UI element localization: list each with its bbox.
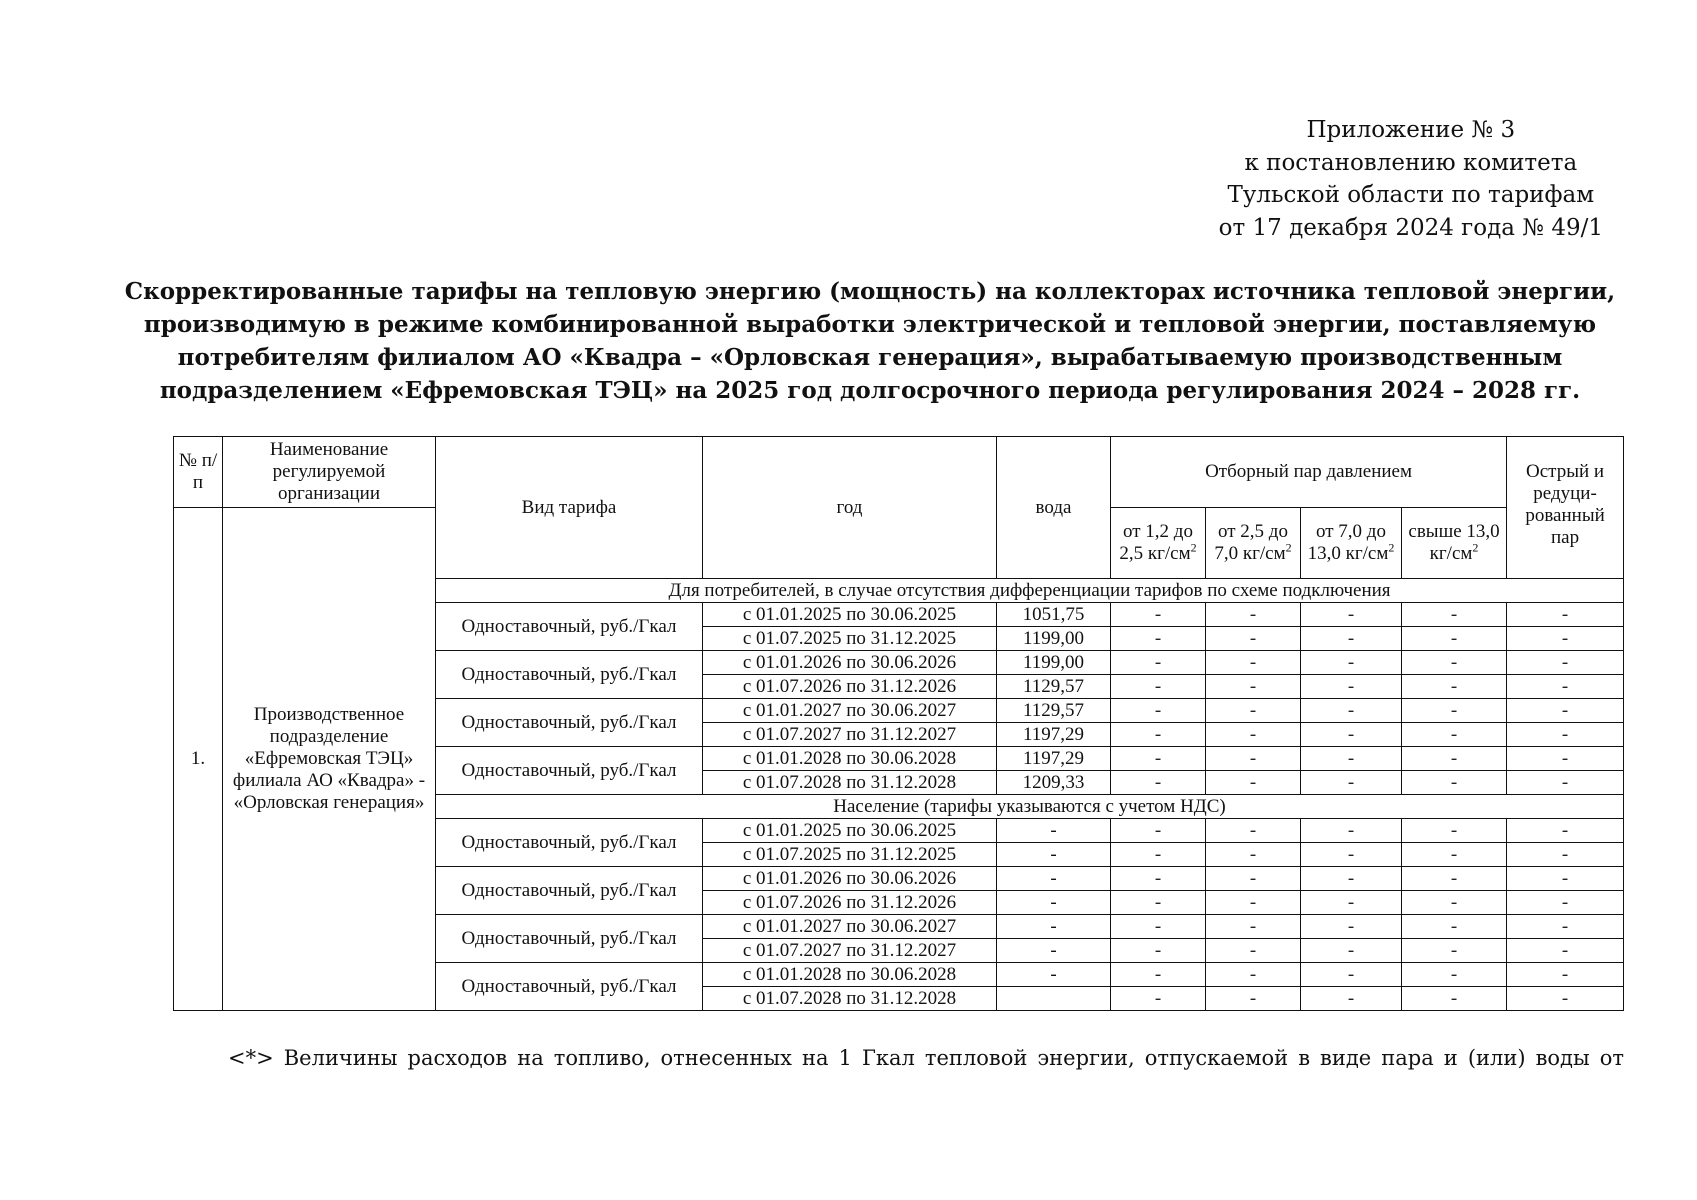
pressure-4-label: свыше 13,0 кг/см — [1408, 521, 1500, 564]
pressure-1-value-cell: - — [1111, 963, 1206, 987]
header-water: вода — [997, 437, 1111, 579]
pressure-2-label: от 2,5 до 7,0 кг/см — [1214, 521, 1288, 564]
header-num: № п/п — [174, 437, 223, 508]
sharp-steam-value-cell: - — [1507, 819, 1624, 843]
pressure-3-value-cell: - — [1301, 747, 1402, 771]
pressure-sup: 2 — [1388, 540, 1395, 555]
sharp-steam-value-cell: - — [1507, 675, 1624, 699]
period-cell: с 01.07.2025 по 31.12.2025 — [703, 627, 997, 651]
period-cell: с 01.07.2025 по 31.12.2025 — [703, 843, 997, 867]
pressure-2-value-cell: - — [1206, 867, 1301, 891]
pressure-4-value-cell: - — [1402, 675, 1507, 699]
pressure-1-value-cell: - — [1111, 819, 1206, 843]
pressure-2-value-cell: - — [1206, 675, 1301, 699]
water-value-cell: 1199,00 — [997, 651, 1111, 675]
pressure-2-value-cell: - — [1206, 843, 1301, 867]
pressure-3-value-cell: - — [1301, 651, 1402, 675]
pressure-1-value-cell: - — [1111, 627, 1206, 651]
pressure-3-value-cell: - — [1301, 819, 1402, 843]
pressure-sup: 2 — [1472, 540, 1479, 555]
tariff-type-cell: Одноставочный, руб./Гкал — [436, 699, 703, 747]
appendix-line: Приложение № 3 — [1306, 117, 1516, 143]
water-value-cell: 1197,29 — [997, 747, 1111, 771]
header-pressure-2 — [1206, 508, 1301, 579]
water-value-cell: 1197,29 — [997, 723, 1111, 747]
title-line: производимую в режиме комбинированной выработки электрической и тепловой энергии, поставляемую — [143, 311, 1597, 338]
title-line: потребителям филиалом АО «Квадра – «Орловская генерация», вырабатываемую производственным — [177, 344, 1563, 371]
pressure-3-value-cell: - — [1301, 891, 1402, 915]
sharp-steam-value-cell: - — [1507, 963, 1624, 987]
pressure-4-value-cell: - — [1402, 891, 1507, 915]
pressure-4-value-cell: - — [1402, 987, 1507, 1011]
header-tariff-type: Вид тарифа — [436, 437, 703, 579]
pressure-3-value-cell: - — [1301, 987, 1402, 1011]
pressure-4-value-cell: - — [1402, 771, 1507, 795]
pressure-1-value-cell: - — [1111, 843, 1206, 867]
pressure-2-value-cell: - — [1206, 771, 1301, 795]
pressure-2-value-cell: - — [1206, 699, 1301, 723]
period-cell: с 01.01.2026 по 30.06.2026 — [703, 651, 997, 675]
pressure-1-value-cell: - — [1111, 651, 1206, 675]
pressure-4-value-cell: - — [1402, 915, 1507, 939]
title-line: Скорректированные тарифы на тепловую энергию (мощность) на коллекторах источника тепловой энергии, — [124, 278, 1616, 305]
pressure-4-value-cell: - — [1402, 723, 1507, 747]
water-value-cell: 1209,33 — [997, 771, 1111, 795]
pressure-2-value-cell: - — [1206, 627, 1301, 651]
period-cell: с 01.01.2027 по 30.06.2027 — [703, 699, 997, 723]
pressure-2-value-cell: - — [1206, 915, 1301, 939]
pressure-sup: 2 — [1285, 540, 1292, 555]
pressure-1-value-cell: - — [1111, 891, 1206, 915]
document-title — [120, 275, 1620, 407]
pressure-3-value-cell: - — [1301, 915, 1402, 939]
header-pressure-4 — [1402, 508, 1507, 579]
water-value-cell: - — [997, 843, 1111, 867]
tariff-type-cell: Одноставочный, руб./Гкал — [436, 603, 703, 651]
pressure-2-value-cell: - — [1206, 603, 1301, 627]
header-pressure-3 — [1301, 508, 1402, 579]
water-value-cell: - — [997, 963, 1111, 987]
pressure-2-value-cell: - — [1206, 963, 1301, 987]
sharp-steam-value-cell: - — [1507, 915, 1624, 939]
period-cell: с 01.01.2025 по 30.06.2025 — [703, 819, 997, 843]
pressure-2-value-cell: - — [1206, 747, 1301, 771]
pressure-1-label: от 1,2 до 2,5 кг/см — [1119, 521, 1193, 564]
tariff-type-cell: Одноставочный, руб./Гкал — [436, 963, 703, 1011]
pressure-2-value-cell: - — [1206, 723, 1301, 747]
pressure-4-value-cell: - — [1402, 939, 1507, 963]
pressure-1-value-cell: - — [1111, 987, 1206, 1011]
period-cell: с 01.07.2026 по 31.12.2026 — [703, 675, 997, 699]
pressure-1-value-cell: - — [1111, 867, 1206, 891]
pressure-1-value-cell: - — [1111, 723, 1206, 747]
sharp-steam-value-cell: - — [1507, 771, 1624, 795]
pressure-1-value-cell: - — [1111, 747, 1206, 771]
header-year: год — [703, 437, 997, 579]
sharp-steam-value-cell: - — [1507, 867, 1624, 891]
period-cell: с 01.07.2027 по 31.12.2027 — [703, 939, 997, 963]
pressure-4-value-cell: - — [1402, 651, 1507, 675]
pressure-2-value-cell: - — [1206, 987, 1301, 1011]
pressure-3-value-cell: - — [1301, 627, 1402, 651]
water-value-cell: - — [997, 867, 1111, 891]
pressure-4-value-cell: - — [1402, 603, 1507, 627]
pressure-3-value-cell: - — [1301, 675, 1402, 699]
water-value-cell: 1051,75 — [997, 603, 1111, 627]
pressure-1-value-cell: - — [1111, 915, 1206, 939]
pressure-4-value-cell: - — [1402, 963, 1507, 987]
tariff-type-cell: Одноставочный, руб./Гкал — [436, 651, 703, 699]
water-value-cell: 1199,00 — [997, 627, 1111, 651]
pressure-4-value-cell: - — [1402, 843, 1507, 867]
period-cell: с 01.07.2028 по 31.12.2028 — [703, 987, 997, 1011]
pressure-2-value-cell: - — [1206, 651, 1301, 675]
tariff-type-cell: Одноставочный, руб./Гкал — [436, 915, 703, 963]
water-value-cell: - — [997, 939, 1111, 963]
pressure-sup: 2 — [1190, 540, 1197, 555]
pressure-1-value-cell: - — [1111, 675, 1206, 699]
pressure-4-value-cell: - — [1402, 867, 1507, 891]
tariff-table — [173, 436, 1624, 1011]
sharp-steam-value-cell: - — [1507, 939, 1624, 963]
pressure-1-value-cell: - — [1111, 939, 1206, 963]
appendix-line: к постановлению комитета — [1244, 149, 1578, 176]
pressure-3-value-cell: - — [1301, 963, 1402, 987]
tariff-type-cell: Одноставочный, руб./Гкал — [436, 867, 703, 915]
appendix-line: Тульской области по тарифам — [1227, 182, 1595, 208]
pressure-2-value-cell: - — [1206, 939, 1301, 963]
period-cell: с 01.07.2026 по 31.12.2026 — [703, 891, 997, 915]
pressure-3-label: от 7,0 до 13,0 кг/см — [1307, 521, 1389, 564]
organization-cell: Производственное подразделение «Ефремовская ТЭЦ» филиала АО «Квадра» - «Орловская генерация» — [223, 508, 436, 1011]
tariff-type-cell: Одноставочный, руб./Гкал — [436, 747, 703, 795]
row-number-cell: 1. — [174, 508, 223, 1011]
water-value-cell: - — [997, 819, 1111, 843]
pressure-4-value-cell: - — [1402, 699, 1507, 723]
pressure-3-value-cell: - — [1301, 723, 1402, 747]
period-cell: с 01.01.2028 по 30.06.2028 — [703, 963, 997, 987]
sharp-steam-value-cell: - — [1507, 627, 1624, 651]
title-line: подразделением «Ефремовская ТЭЦ» на 2025 год долгосрочного периода регулирования 2024 – 2028 гг. — [159, 377, 1581, 404]
header-sharp-steam: Острый и редуци-рованный пар — [1507, 437, 1624, 579]
period-cell: с 01.01.2027 по 30.06.2027 — [703, 915, 997, 939]
appendix-line: от 17 декабря 2024 года № 49/1 — [1218, 214, 1603, 241]
pressure-3-value-cell: - — [1301, 603, 1402, 627]
header-pressure-1 — [1111, 508, 1206, 579]
water-value-cell: - — [997, 915, 1111, 939]
water-value-cell: 1129,57 — [997, 699, 1111, 723]
tariff-type-cell: Одноставочный, руб./Гкал — [436, 819, 703, 867]
sharp-steam-value-cell: - — [1507, 747, 1624, 771]
pressure-1-value-cell: - — [1111, 771, 1206, 795]
water-value-cell — [997, 987, 1111, 1011]
pressure-3-value-cell: - — [1301, 771, 1402, 795]
sharp-steam-value-cell: - — [1507, 987, 1624, 1011]
header-steam-group: Отборный пар давлением — [1111, 437, 1507, 508]
pressure-2-value-cell: - — [1206, 891, 1301, 915]
period-cell: с 01.07.2027 по 31.12.2027 — [703, 723, 997, 747]
section-label: Население (тарифы указываются с учетом НДС) — [436, 795, 1624, 819]
pressure-4-value-cell: - — [1402, 747, 1507, 771]
water-value-cell: 1129,57 — [997, 675, 1111, 699]
period-cell: с 01.01.2025 по 30.06.2025 — [703, 603, 997, 627]
section-label: Для потребителей, в случае отсутствия дифференциации тарифов по схеме подключения — [436, 579, 1624, 603]
water-value-cell: - — [997, 891, 1111, 915]
sharp-steam-value-cell: - — [1507, 723, 1624, 747]
appendix-block — [1219, 114, 1603, 244]
pressure-1-value-cell: - — [1111, 603, 1206, 627]
pressure-4-value-cell: - — [1402, 627, 1507, 651]
pressure-3-value-cell: - — [1301, 867, 1402, 891]
header-org: Наименование регулируемой организации — [223, 437, 436, 508]
period-cell: с 01.01.2028 по 30.06.2028 — [703, 747, 997, 771]
pressure-4-value-cell: - — [1402, 819, 1507, 843]
header-row — [174, 437, 1624, 508]
pressure-3-value-cell: - — [1301, 843, 1402, 867]
pressure-3-value-cell: - — [1301, 939, 1402, 963]
pressure-3-value-cell: - — [1301, 699, 1402, 723]
pressure-2-value-cell: - — [1206, 819, 1301, 843]
sharp-steam-value-cell: - — [1507, 699, 1624, 723]
footnote: <*> Величины расходов на топливо, отнесенных на 1 Гкал тепловой энергии, отпускаемой в виде пара и (или) воды от — [228, 1046, 1624, 1070]
pressure-1-value-cell: - — [1111, 699, 1206, 723]
sharp-steam-value-cell: - — [1507, 651, 1624, 675]
sharp-steam-value-cell: - — [1507, 603, 1624, 627]
sharp-steam-value-cell: - — [1507, 843, 1624, 867]
sharp-steam-value-cell: - — [1507, 891, 1624, 915]
period-cell: с 01.01.2026 по 30.06.2026 — [703, 867, 997, 891]
period-cell: с 01.07.2028 по 31.12.2028 — [703, 771, 997, 795]
